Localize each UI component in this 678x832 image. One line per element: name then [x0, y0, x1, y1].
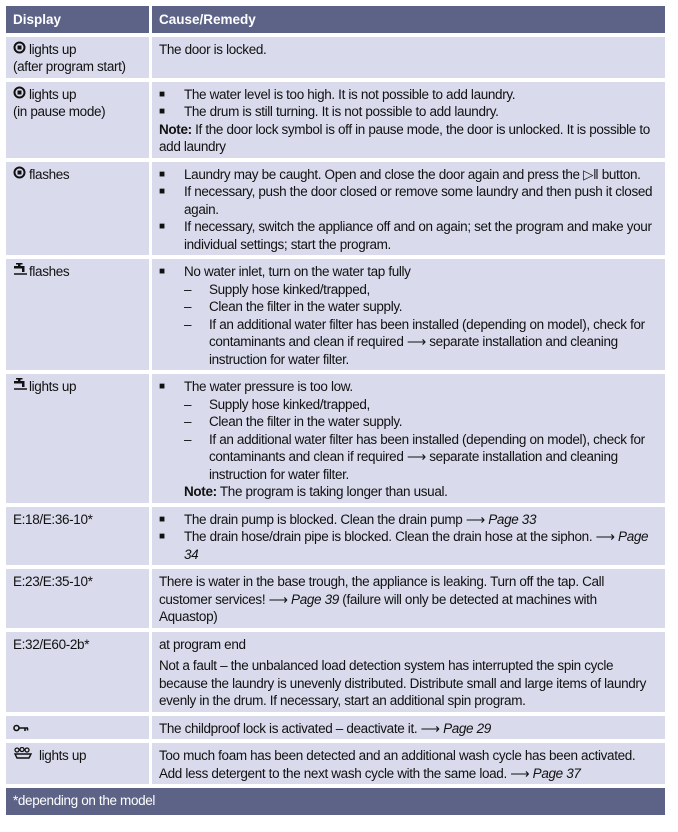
display-cell — [6, 743, 149, 784]
bullet-item: ■ No water inlet, turn on the water tap fully — [159, 264, 411, 279]
footer-row — [6, 788, 665, 815]
display-text: lights up — [29, 379, 77, 394]
remedy-cell — [149, 259, 665, 370]
bullet-square-icon: ■ — [159, 88, 165, 100]
header-display: Display — [6, 6, 149, 33]
water-tap-icon — [13, 263, 29, 281]
note-label: Note: — [159, 121, 192, 137]
remedy-cell — [149, 507, 665, 566]
door-lock-icon — [13, 41, 29, 59]
page-reference: Page 37 — [532, 765, 581, 781]
table-row — [6, 569, 665, 628]
error-code: E:23/E:35-10* — [13, 574, 93, 589]
dash-item: – Clean the filter in the water supply. — [184, 414, 403, 429]
remedy-text: The door is locked. — [159, 41, 267, 57]
bullet-item: ■ The drain hose/drain pipe is blocked. Clean the drain hose at the siphon. ⟶ Page 34 — [159, 529, 649, 562]
bullet-square-icon: ■ — [159, 513, 165, 525]
remedy-cell — [149, 162, 665, 256]
display-text: lights up — [29, 86, 77, 102]
table-row — [6, 259, 665, 370]
remedy-cell — [149, 82, 665, 158]
display-cell — [6, 569, 149, 628]
table-row — [6, 162, 665, 256]
foam-icon — [13, 747, 39, 765]
table-row — [6, 632, 665, 712]
remedy-cell — [149, 632, 665, 712]
table-row — [6, 37, 665, 78]
dash-item: – Supply hose kinked/trapped, — [184, 396, 370, 412]
door-lock-icon — [13, 86, 29, 104]
table-row — [6, 716, 665, 740]
note-label: Note: — [184, 484, 217, 499]
display-cell — [6, 374, 149, 503]
note-text: If the door lock symbol is off in pause mode, the door is unlocked. It is possible to add laundry — [159, 121, 650, 154]
display-cell — [6, 162, 149, 256]
dash-item: – Clean the filter in the water supply. — [184, 299, 403, 314]
bullet-item: ■ The water pressure is too low. — [159, 379, 353, 394]
remedy-cell: The childproof lock is activated – deactivate it. ⟶ Page 29 — [149, 716, 665, 740]
note-text: The program is taking longer than usual. — [216, 484, 448, 499]
bullet-square-icon: ■ — [159, 186, 165, 197]
note — [159, 121, 657, 156]
dash-item: – If an additional water filter has been installed (depending on model), check for contaminants and clean if required ⟶ separate installation and cleaning instruction for water filter. — [184, 316, 645, 367]
remedy-cell — [149, 374, 665, 503]
display-text: flashes — [29, 166, 70, 182]
page-reference: Page 29 — [443, 720, 491, 736]
display-text: flashes — [29, 264, 70, 279]
bullet-square-icon: ■ — [159, 168, 165, 180]
bullet-item: ■ If necessary, push the door closed or remove some laundry and then push it closed again. — [159, 184, 653, 217]
display-subtext: (in pause mode) — [13, 104, 106, 119]
bullet-square-icon: ■ — [159, 381, 165, 392]
bullet-item: ■ Laundry may be caught. Open and close the door again and press the ▷ǁ button. — [159, 166, 641, 182]
door-lock-icon — [13, 166, 29, 184]
bullet-square-icon: ■ — [159, 106, 165, 117]
display-text: lights up — [39, 748, 87, 763]
troubleshooting-table-wrapper — [6, 6, 665, 819]
header-cause-remedy: Cause/Remedy — [149, 6, 665, 33]
bullet-item: ■ The water level is too high. It is not possible to add laundry. — [159, 86, 516, 102]
display-text: lights up — [29, 41, 77, 57]
bullet-square-icon: ■ — [159, 531, 165, 542]
remedy-cell — [149, 37, 665, 78]
troubleshooting-table — [6, 2, 665, 819]
remedy-cell: Too much foam has been detected and an additional wash cycle has been activated. Add less detergent to the next wash cycle with the same load. ⟶ Page 37 — [149, 743, 665, 784]
table-row — [6, 82, 665, 158]
display-subtext: (after program start) — [13, 59, 126, 74]
footnote: *depending on the model — [6, 788, 665, 815]
childproof-lock-icon — [13, 720, 29, 738]
error-code: E:32/E60-2b* — [13, 636, 90, 652]
page-reference: Page 33 — [488, 511, 537, 527]
display-cell — [6, 632, 149, 712]
remedy-cell: There is water in the base trough, the appliance is leaking. Turn off the tap. Call customer services! ⟶ Page 39 (failure will only be detected at machines with Aquastop) — [149, 569, 665, 628]
bullet-square-icon: ■ — [159, 221, 165, 232]
table-row — [6, 743, 665, 784]
bullet-item: ■ The drum is still turning. It is not possible to add laundry. — [159, 104, 499, 119]
display-cell — [6, 37, 149, 78]
page-reference: Page 39 — [291, 591, 339, 607]
display-cell — [6, 507, 149, 566]
note — [184, 483, 657, 501]
display-cell — [6, 259, 149, 370]
display-cell — [6, 716, 149, 740]
table-row — [6, 374, 665, 503]
table-row — [6, 507, 665, 566]
header-row — [6, 6, 665, 33]
dash-item: – Supply hose kinked/trapped, — [184, 281, 370, 297]
dash-item: – If an additional water filter has been installed (depending on model), check for contaminants and clean if required ⟶ separate installation and cleaning instruction for water filter. — [184, 431, 645, 482]
water-tap-icon — [13, 378, 29, 396]
error-code: E:18/E:36-10* — [13, 511, 93, 527]
display-cell — [6, 82, 149, 158]
page-reference: Page 34 — [184, 529, 649, 562]
bullet-item: ■ If necessary, switch the appliance off and on again; set the program and make your individual settings; start the program. — [159, 219, 652, 252]
bullet-square-icon: ■ — [159, 266, 165, 277]
remedy-paragraph: at program end — [159, 636, 246, 652]
bullet-item: ■ The drain pump is blocked. Clean the drain pump ⟶ Page 33 — [159, 511, 537, 527]
remedy-paragraph: Not a fault – the unbalanced load detection system has interrupted the spin cycle because the laundry is unevenly distributed. Distribute small and large items of laundry evenly in the drum. If necessary, start an additional spin program. — [159, 658, 646, 708]
